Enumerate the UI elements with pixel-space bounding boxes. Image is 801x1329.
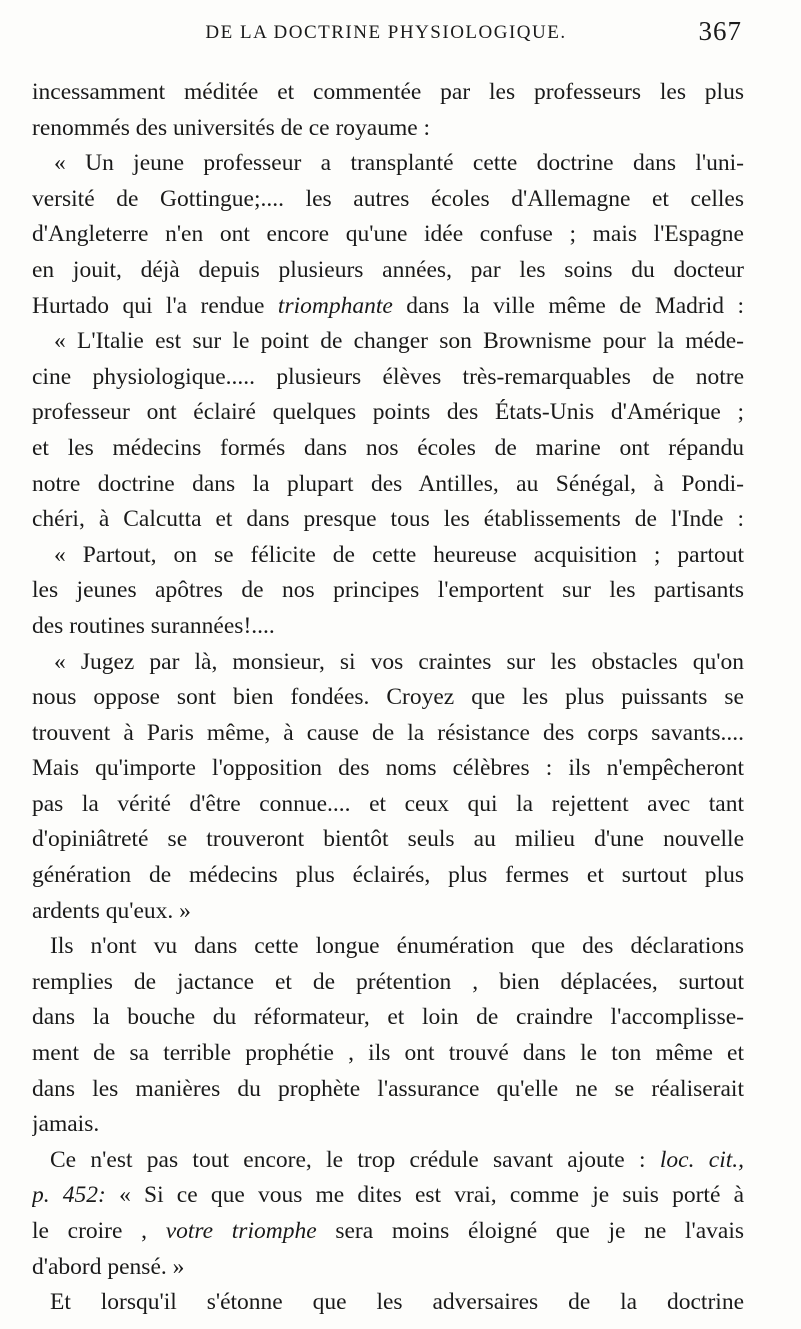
text-line bbox=[32, 1214, 744, 1250]
text-line: dans les manières du prophète l'assurance qu'elle ne se réaliserait bbox=[32, 1075, 744, 1102]
text-line: des routines surannées!.... bbox=[32, 612, 275, 639]
text-line: et les médecins formés dans nos écoles de marine ont répandu bbox=[32, 434, 744, 461]
text-fragment: dans la ville même de Madrid : bbox=[406, 292, 744, 319]
text-line: « Un jeune professeur a transplanté cette doctrine dans l'uni- bbox=[54, 150, 744, 177]
text-line: Et lorsqu'il s'étonne que les adversaires de la doctrine bbox=[50, 1289, 744, 1316]
text-fragment: Ce n'est pas tout encore, le trop crédule savant ajoute : bbox=[50, 1146, 646, 1173]
text-line: ardents qu'eux. » bbox=[32, 897, 191, 924]
text-line: trouvent à Paris même, à cause de la résistance des corps savants.... bbox=[32, 719, 744, 746]
text-line: en jouit, déjà depuis plusieurs années, par les soins du docteur bbox=[32, 256, 744, 283]
text-line: nous oppose sont bien fondées. Croyez que les plus puissants se bbox=[32, 684, 744, 711]
text-line: remplies de jactance et de prétention , bien déplacées, surtout bbox=[32, 968, 744, 995]
body-text bbox=[32, 75, 744, 1321]
text-line: ment de sa terrible prophétie , ils ont trouvé dans le ton même et bbox=[32, 1040, 744, 1067]
running-head: DE LA DOCTRINE PHYSIOLOGIQUE. bbox=[205, 22, 567, 43]
text-line: génération de médecins plus éclairés, plus fermes et surtout plus bbox=[32, 862, 744, 889]
text-line: « Jugez par là, monsieur, si vos craintes sur les obstacles qu'on bbox=[54, 648, 744, 675]
text-line bbox=[32, 1143, 744, 1179]
text-fragment: « Si ce que vous me dites est vrai, comme je suis porté à bbox=[119, 1182, 744, 1209]
text-line: professeur ont éclairé quelques points des États-Unis d'Amérique ; bbox=[32, 399, 744, 426]
text-line: notre doctrine dans la plupart des Antilles, au Sénégal, à Pondi- bbox=[32, 470, 744, 497]
italic-citation: loc. cit., bbox=[659, 1146, 744, 1173]
text-line: Ils n'ont vu dans cette longue énumération que des déclarations bbox=[50, 933, 744, 960]
text-line: d'Angleterre n'en ont encore qu'une idée confuse ; mais l'Espagne bbox=[32, 221, 744, 248]
text-line: cine physiologique..... plusieurs élèves très-remarquables de notre bbox=[32, 363, 744, 390]
text-line: les jeunes apôtres de nos principes l'emportent sur les partisants bbox=[32, 577, 744, 604]
page-number: 367 bbox=[698, 16, 742, 46]
text-line: renommés des universités de ce royaume : bbox=[32, 114, 431, 141]
text-line: « Partout, on se félicite de cette heureuse acquisition ; partout bbox=[54, 541, 744, 568]
italic-citation: p. 452: bbox=[32, 1182, 106, 1209]
page-header bbox=[30, 16, 742, 56]
text-line: chéri, à Calcutta et dans presque tous les établissements de l'Inde : bbox=[32, 506, 744, 533]
text-line: Mais qu'importe l'opposition des noms célèbres : ils n'empêcheront bbox=[32, 755, 744, 782]
text-fragment: Hurtado qui l'a rendue bbox=[32, 292, 265, 319]
text-line: dans la bouche du réformateur, et loin de craindre l'accomplisse- bbox=[32, 1004, 744, 1031]
text-line: d'abord pensé. » bbox=[32, 1253, 185, 1280]
text-fragment: le croire , bbox=[32, 1218, 147, 1244]
italic-word: triomphante bbox=[277, 292, 393, 319]
text-line: versité de Gottingue;.... les autres écoles d'Allemagne et celles bbox=[32, 185, 744, 212]
text-line bbox=[32, 1178, 744, 1214]
text-line: incessamment méditée et commentée par les professeurs les plus bbox=[32, 79, 744, 105]
text-line bbox=[32, 289, 744, 325]
text-line: pas la vérité d'être connue.... et ceux qui la rejettent avec tant bbox=[32, 790, 744, 817]
text-line: « L'Italie est sur le point de changer son Brownisme pour la méde- bbox=[54, 328, 744, 355]
italic-phrase: votre triomphe bbox=[165, 1218, 317, 1244]
text-line: d'opiniâtreté se trouveront bientôt seuls au milieu d'une nouvelle bbox=[32, 826, 744, 853]
text-fragment: sera moins éloigné que je ne l'avais bbox=[335, 1218, 744, 1244]
text-line: jamais. bbox=[32, 1111, 100, 1138]
